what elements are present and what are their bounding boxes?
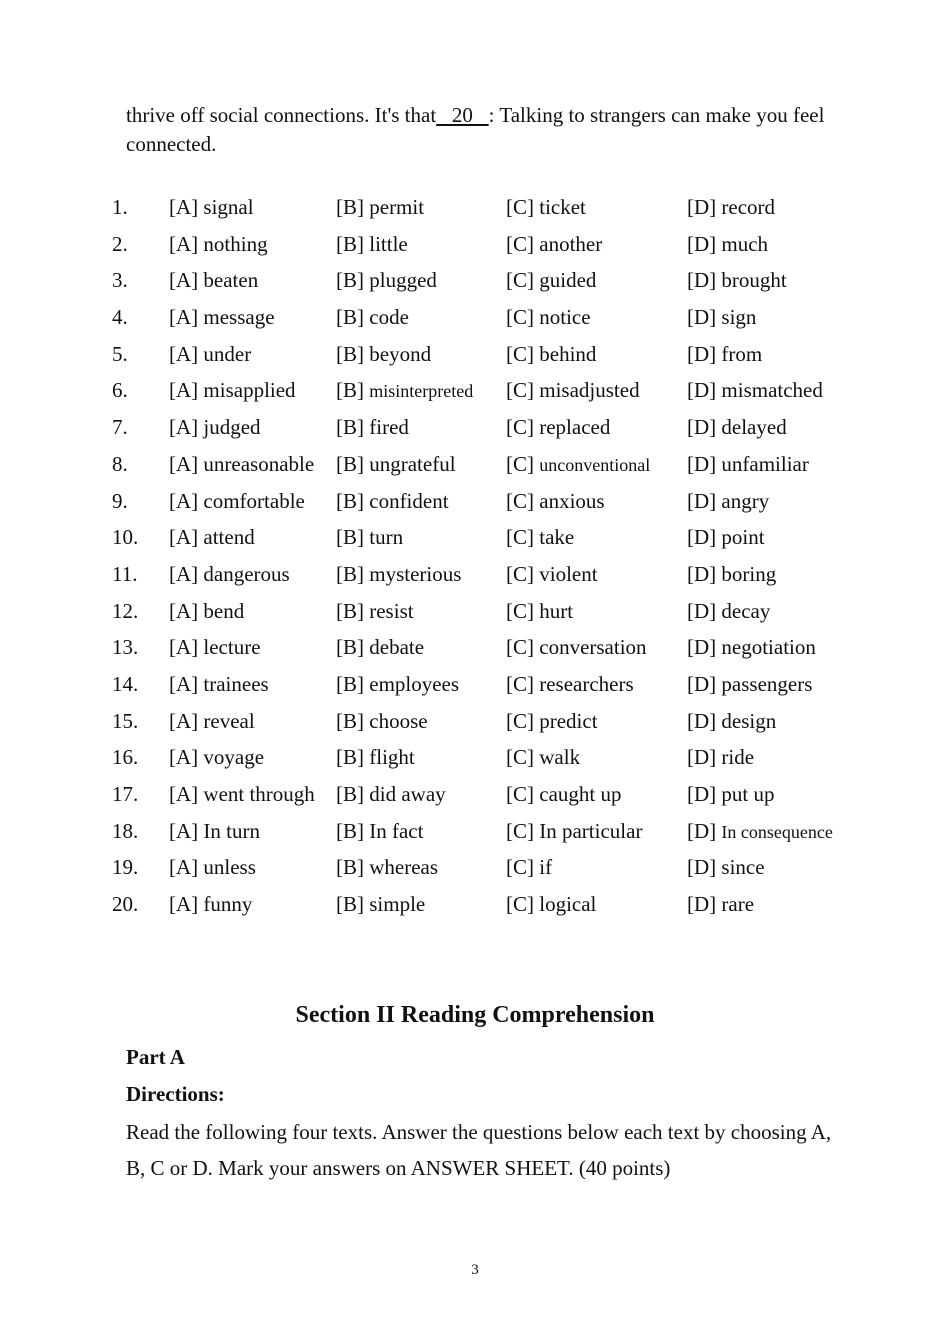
option-d: [D] angry xyxy=(687,488,770,513)
option-b: [B] choose xyxy=(336,708,428,733)
question-row xyxy=(0,519,950,556)
option-d: [D] design xyxy=(687,708,777,733)
option-b: [B] flight xyxy=(336,745,415,770)
option-a: [A] nothing xyxy=(169,231,268,256)
option-d: [D] mismatched xyxy=(687,378,823,403)
question-number: 10. xyxy=(112,525,139,550)
option-b: [B] fired xyxy=(336,415,409,440)
option-c: [C] misadjusted xyxy=(506,378,640,403)
option-c: [C] violent xyxy=(506,561,598,586)
question-number: 6. xyxy=(112,378,128,403)
option-d: [D] ride xyxy=(687,745,755,770)
page-number: 3 xyxy=(471,1262,479,1278)
passage-paragraph xyxy=(126,101,836,159)
question-number: 8. xyxy=(112,451,128,476)
option-b: [B] In fact xyxy=(336,818,424,843)
option-a: [A] judged xyxy=(169,415,261,440)
option-a: [A] comfortable xyxy=(169,488,305,513)
option-a: [A] reveal xyxy=(169,708,255,733)
question-row xyxy=(0,336,950,373)
question-number: 20. xyxy=(112,892,139,917)
question-row xyxy=(0,299,950,336)
section-title: Section II Reading Comprehension xyxy=(295,1002,655,1028)
option-d: [D] much xyxy=(687,231,769,256)
question-row xyxy=(0,226,950,263)
option-b: [B] whereas xyxy=(336,855,439,880)
option-d: [D] brought xyxy=(687,268,787,293)
question-number: 5. xyxy=(112,341,128,366)
question-row xyxy=(0,813,950,850)
question-number: 9. xyxy=(112,488,128,513)
question-number: 12. xyxy=(112,598,139,623)
question-number: 1. xyxy=(112,195,128,219)
question-row xyxy=(0,262,950,299)
option-b: [B] turn xyxy=(336,525,404,550)
option-word: In consequence xyxy=(721,821,833,842)
option-b: [B] debate xyxy=(336,635,425,660)
option-c: [C] if xyxy=(506,855,553,880)
option-d: [D] since xyxy=(687,855,765,880)
option-b: [B] mysterious xyxy=(336,561,462,586)
option-d: [D] from xyxy=(687,341,763,366)
option-c: [C] ticket xyxy=(506,195,586,219)
option-a: [A] attend xyxy=(169,525,255,550)
option-d: [D] delayed xyxy=(687,415,787,440)
option-b: [B] did away xyxy=(336,782,446,806)
option-a: [A] beaten xyxy=(169,268,259,293)
option-c xyxy=(506,446,650,483)
option-b: [B] little xyxy=(336,231,408,256)
option-a: [A] under xyxy=(169,341,252,366)
option-d: [D] sign xyxy=(687,305,757,330)
option-c: [C] hurt xyxy=(506,598,574,623)
option-a: [A] message xyxy=(169,305,275,330)
question-row xyxy=(0,483,950,520)
option-a: [A] misapplied xyxy=(169,378,296,403)
option-b: [B] confident xyxy=(336,488,449,513)
option-b: [B] resist xyxy=(336,598,414,623)
option-c: [C] researchers xyxy=(506,671,634,696)
option-d: [D] unfamiliar xyxy=(687,451,809,476)
option-b: [B] beyond xyxy=(336,341,432,366)
option-c: [C] In particular xyxy=(506,818,643,843)
question-row xyxy=(0,776,950,813)
option-a: [A] voyage xyxy=(169,745,265,770)
option-c: [C] notice xyxy=(506,305,591,330)
option-c: [C] predict xyxy=(506,708,598,733)
option-a: [A] In turn xyxy=(169,818,260,843)
passage-text-after: : Talking to strangers can make you feel connected. xyxy=(126,103,825,156)
option-c: [C] guided xyxy=(506,268,597,293)
option-c: [C] anxious xyxy=(506,488,605,513)
option-b: [B] permit xyxy=(336,195,425,219)
question-number: 17. xyxy=(112,782,139,806)
question-row xyxy=(0,593,950,630)
option-a: [A] signal xyxy=(169,195,254,219)
question-row xyxy=(0,703,950,740)
question-number: 18. xyxy=(112,818,139,843)
question-number: 2. xyxy=(112,231,128,256)
option-c: [C] replaced xyxy=(506,415,611,440)
option-c: [C] caught up xyxy=(506,782,622,806)
option-tag: [B] xyxy=(336,378,370,403)
option-tag: [C] xyxy=(506,451,540,476)
option-b: [B] employees xyxy=(336,671,460,696)
question-row xyxy=(0,446,950,483)
directions-text: Read the following four texts. Answer the questions below each text by choosing A, B, C or D. Mark your answers on ANSWER SHEET. (40 points) xyxy=(126,1120,832,1180)
question-row xyxy=(0,189,950,226)
answer-options-list xyxy=(0,189,950,923)
question-number: 7. xyxy=(112,415,128,440)
option-word: misinterpreted xyxy=(369,381,474,402)
question-number: 3. xyxy=(112,268,128,293)
option-d: [D] point xyxy=(687,525,765,550)
option-a: [A] funny xyxy=(169,892,253,917)
question-number: 15. xyxy=(112,708,139,733)
option-d: [D] negotiation xyxy=(687,635,816,660)
option-d: [D] passengers xyxy=(687,671,813,696)
question-number: 19. xyxy=(112,855,139,880)
option-d: [D] put up xyxy=(687,782,775,806)
question-number: 14. xyxy=(112,671,139,696)
question-row xyxy=(0,739,950,776)
option-d: [D] rare xyxy=(687,892,755,917)
option-a: [A] bend xyxy=(169,598,245,623)
question-number: 16. xyxy=(112,745,139,770)
question-row xyxy=(0,372,950,409)
question-row xyxy=(0,629,950,666)
question-number: 4. xyxy=(112,305,128,330)
option-a: [A] unless xyxy=(169,855,256,880)
question-number: 11. xyxy=(112,561,138,586)
passage-text-before: thrive off social connections. It's that xyxy=(126,103,437,127)
question-row xyxy=(0,556,950,593)
option-d: [D] boring xyxy=(687,561,777,586)
option-b xyxy=(336,372,473,409)
option-c: [C] another xyxy=(506,231,603,256)
part-heading: Part A xyxy=(126,1045,185,1069)
option-a: [A] lecture xyxy=(169,635,261,660)
question-row xyxy=(0,666,950,703)
option-c: [C] logical xyxy=(506,892,597,917)
option-c: [C] take xyxy=(506,525,575,550)
option-a: [A] went through xyxy=(169,782,315,806)
question-row xyxy=(0,409,950,446)
question-number: 13. xyxy=(112,635,139,660)
directions-label: Directions: xyxy=(126,1082,225,1106)
option-d: [D] record xyxy=(687,195,776,219)
option-c: [C] conversation xyxy=(506,635,647,660)
option-c: [C] behind xyxy=(506,341,597,366)
option-b: [B] plugged xyxy=(336,268,437,293)
option-d xyxy=(687,813,833,850)
option-b: [B] simple xyxy=(336,892,426,917)
option-b: [B] ungrateful xyxy=(336,451,456,476)
option-tag: [D] xyxy=(687,818,722,843)
option-a: [A] unreasonable xyxy=(169,451,315,476)
blank-20: 20 xyxy=(436,103,489,127)
option-a: [A] trainees xyxy=(169,671,269,696)
option-d: [D] decay xyxy=(687,598,771,623)
question-row xyxy=(0,849,950,886)
option-a: [A] dangerous xyxy=(169,561,290,586)
option-b: [B] code xyxy=(336,305,409,330)
option-c: [C] walk xyxy=(506,745,581,770)
option-word: unconventional xyxy=(539,454,651,475)
question-row xyxy=(0,886,950,923)
